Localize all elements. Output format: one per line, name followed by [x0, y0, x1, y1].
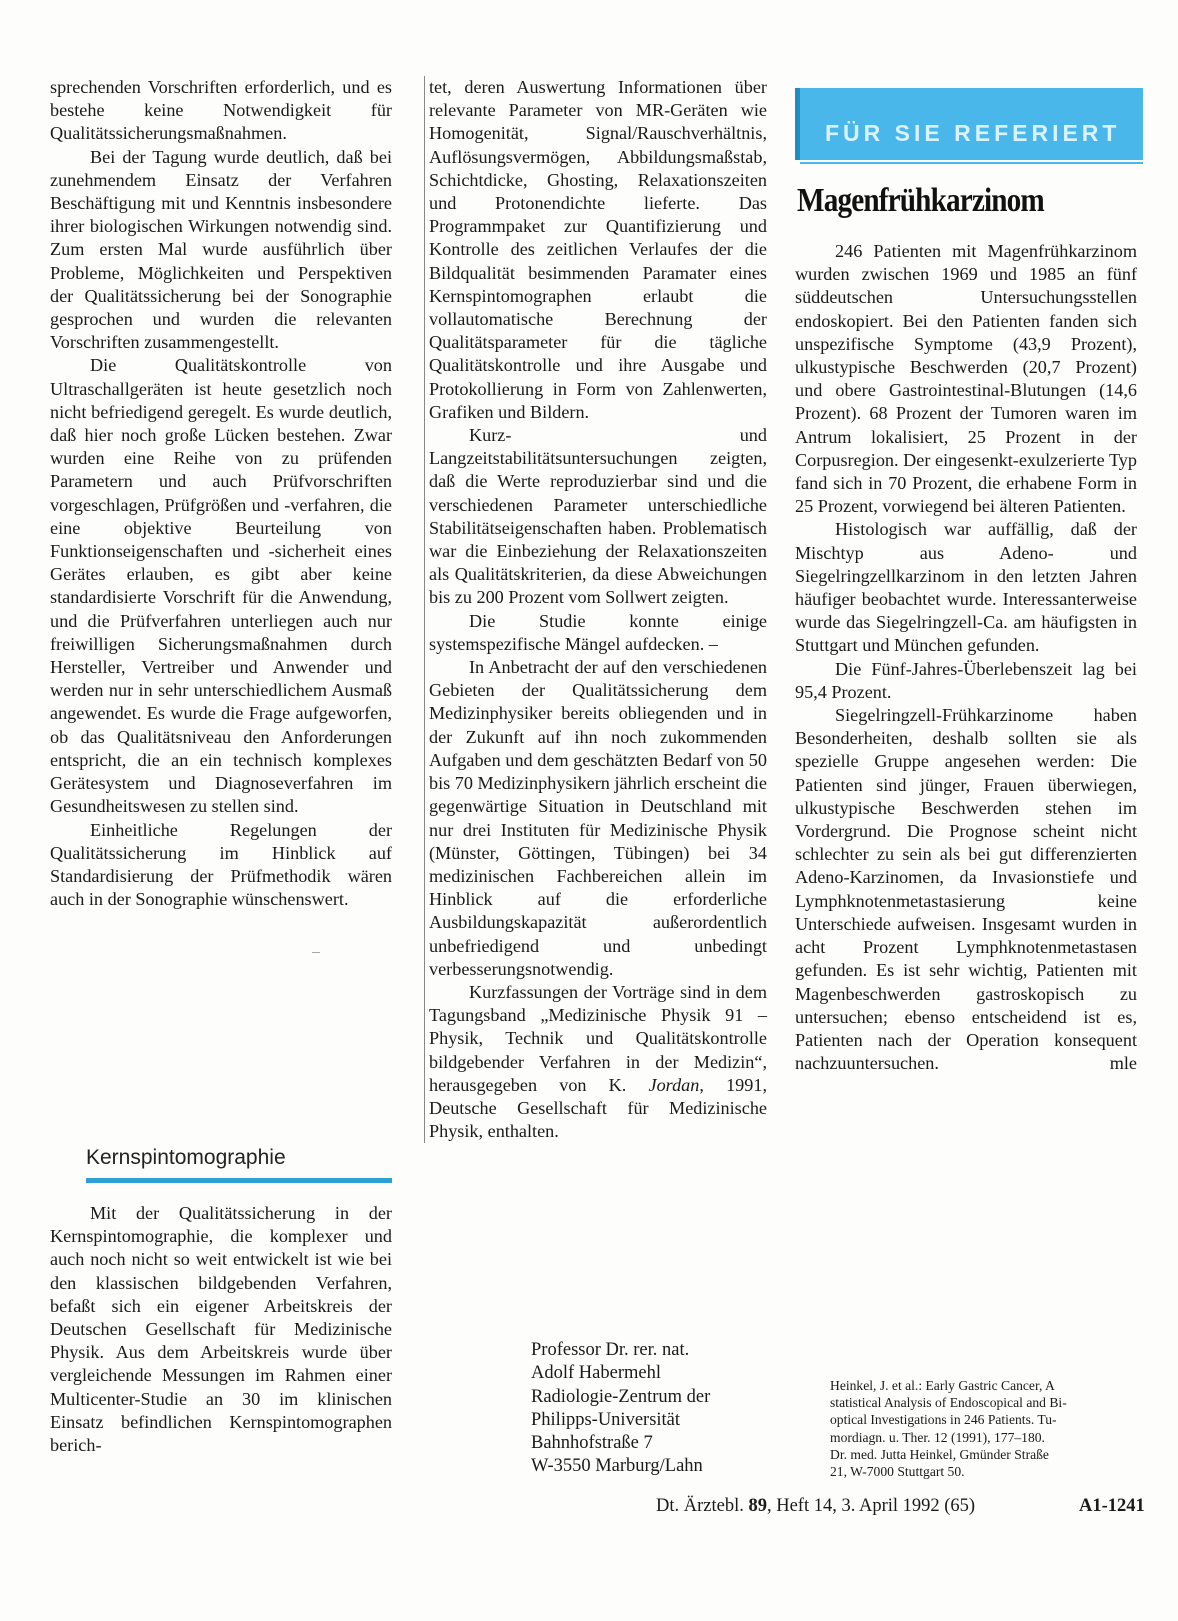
section-heading-rule [86, 1178, 392, 1183]
signature-line: Professor Dr. rer. nat. [531, 1340, 690, 1360]
paragraph: sprechenden Vorschriften erforderlich, und es bestehe keine Notwendigkeit für Qualitätssicherungsmaßnahmen. [50, 77, 392, 144]
column-1-lower [50, 1202, 392, 1457]
text-run: , 1991, Deutsche Gesellschaft für Medizinische Physik, enthalten. [429, 1074, 768, 1142]
page-footer [656, 1496, 975, 1517]
column-3 [795, 240, 1137, 1075]
issue-info: , Heft 14, 3. April 1992 (65) [766, 1496, 976, 1516]
author-signature [531, 1339, 710, 1479]
column-1 [50, 76, 392, 911]
banner-label: FÜR SIE REFERIERT [825, 120, 1121, 146]
reference-block [830, 1377, 1138, 1480]
article-headline: Magenfrühkarzinom [797, 182, 1044, 219]
reference-line: Dr. med. Jutta Heinkel, Gmünder Straße [830, 1446, 1049, 1462]
paragraph: Die Qualitätskontrolle von Ultraschallgeräten ist heute gesetzlich noch nicht befriedigend geregelt. Es wurde deutlich, daß hier noch große Lücken bestehen. Zwar wurden eine Reihe von zu prüfenden Parametern und auch Prüfvorschriften vorgeschlagen, Prüfgrößen und -verfahren, die eine objektive Beurteilung von Funktionseigenschaften und -sicherheit eines Gerätes erlauben, es gibt aber keine standardisierte Vorschrift für die Anwendung, und die Prüfverfahren unterliegen auch nur freiwilligen Sicherungsmaßnahmen durch Hersteller, Vertreiber und Anwender und werden nur in sehr unterschiedlichem Ausmaß angewendet. Es wurde die Frage aufgeworfen, ob das Qualitätsniveau den Anforderungen entspricht, die an ein technisch komplexes Gerätesystem und Diagnoseverfahren im Gesundheitswesen zu stellen sind. [50, 355, 392, 817]
paragraph: In Anbetracht der auf den verschiedenen Gebieten der Qualitätssicherung dem Medizinphysiker bereits obliegenden und in der Zukunft auf ihn noch zukommenden Aufgaben und dem geschätzten Bedarf von 50 bis 70 Medizinphysikern jährlich erscheint die gegenwärtige Situation in Deutschland mit nur drei Instituten für Medizinische Physik (Münster, Göttingen, Tübingen) bei 34 medizinischen Fachbereichen allein im Hinblick auf die erforderliche Ausbildungskapazität außerordentlich unbefriedigend und unbedingt verbesserungsnotwendig. [429, 657, 767, 979]
signature-line: W-3550 Marburg/Lahn [531, 1456, 703, 1477]
paragraph: 246 Patienten mit Magenfrühkarzinom wurden zwischen 1969 und 1985 an fünf süddeutschen Untersuchungsstellen endoskopiert. Bei den Patienten fanden sich unspezifische Symptome (43,9 Prozent), ulkustypische Beschwerden (20,7 Prozent) und obere Gastrointestinal-Blutungen (14,6 Prozent). 68 Prozent der Tumoren waren im Antrum lokalisiert, 25 Prozent in der Corpusregion. Der eingesenkt-exulzerierte Typ fand sich in 70 Prozent, die erhabene Form in 25 Prozent, vorwiegend bei älteren Patienten. [795, 241, 1137, 517]
paragraph: Die Fünf-Jahres-Überlebenszeit lag bei 95,4 Prozent. [795, 658, 1137, 702]
banner-rule [800, 162, 1143, 164]
paragraph: Mit der Qualitätssicherung in der Kernspintomographie, die komplexer und auch noch nicht so weit entwickelt ist wie bei den klassischen bildgebenden Verfahren, befaßt sich ein eigener Arbeitskreis der Deutschen Gesellschaft für Medizinische Physik. Aus dem Arbeitskreis wurde über vergleichende Messungen im Rahmen einer Multicenter-Studie an 30 im klinischen Einsatz befindlichen Kernspintomographen berich- [50, 1203, 392, 1456]
journal-name: Dt. Ärztebl. [656, 1496, 749, 1516]
text-run: Siegelringzell-Frühkarzinome haben Besonderheiten, deshalb sollten sie als spezielle Gruppe angesehen werden: Die Patienten sind jünger, Frauen überwiegen, ulkustypische Beschwerden stehen im Vordergrund. Die Prognose scheint nicht schlechter zu sein als bei gut differenzierten Adeno-Karzinomen, da Invasionstiefe und Lymphknotenmetastasierung keine Unterschiede aufweisen. Insgesamt wurden in acht Prozent Lymphknotenmetastasen gefunden. Es ist sehr wichtig, Patienten mit Magenbeschwerden gastroskopisch zu untersuchen; ebenso entscheidend ist es, Patienten nach der Operation konsequent nachzuuntersuchen. [795, 705, 1137, 1074]
banner-edge [795, 88, 800, 160]
paragraph: Die Studie konnte einige systemspezifische Mängel aufdecken. – [429, 610, 767, 654]
paragraph: Histologisch war auffällig, daß der Mischtyp aus Adeno- und Siegelringzellkarzinom in den letzten Jahren häufiger beobachtet wurde. Interessanterweise wurde das Siegelringzell-Ca. am häufigsten in Stuttgart und München gefunden. [795, 519, 1137, 656]
reference-line: Heinkel, J. et al.: Early Gastric Cancer, A [830, 1378, 1055, 1393]
paragraph [429, 981, 767, 1143]
paragraph: tet, deren Auswertung Informationen über relevante Parameter von MR-Geräten wie Homogenität, Signal/Rauschverhältnis, Auflösungsvermögen, Abbildungsmaßstab, Schichtdicke, Ghosting, Relaxationszeiten und Protonendichte lieferte. Das Programmpaket zur Quantifizierung und Kontrolle des zeitlichen Verlaufes der die Bildqualität besimmenden Paramater eines Kernspintomographen erlaubt die vollautomatische Berechnung der Qualitätsparameter für die tägliche Qualitätskontrolle und ihre Ausgabe und Protokollierung in Form von Zahlenwerten, Grafiken und Bildern. [429, 77, 767, 422]
paragraph: Kurz- und Langzeitstabilitätsuntersuchungen zeigten, daß die Werte reproduzierbar sind und die verschiedenen Parameter unterschiedliche Stabilitätseigenschaften haben. Problematisch war die Einbeziehung der Relaxationszeiten als Qualitätskriterien, da diese Abweichungen bis zu 200 Prozent vom Sollwert zeigten. [429, 425, 767, 608]
reference-line: optical Investigations in 246 Patients. Tu- [830, 1412, 1057, 1428]
paragraph: Bei der Tagung wurde deutlich, daß bei zunehmendem Einsatz der Verfahren Beschäftigung mit und Kenntnis insbesondere ihrer biologischen Wirkungen notwendig sind. Zum ersten Mal wurde ausführlich über Probleme, Möglichkeiten und Perspektiven der Qualitätssicherung bei der Sonographie gesprochen und wurden die relevanten Vorschriften zusammengestellt. [50, 146, 392, 353]
page-number: A1-1241 [1079, 1496, 1145, 1516]
author-initials: mle [1109, 1053, 1137, 1074]
volume-number: 89 [748, 1496, 767, 1516]
text-run: Kurzfassungen der Vorträge sind in dem Tagungsband „Medizinische Physik 91 – Physik, Technik und Qualitätskontrolle bildgebender Verfahren in der Medizin“, herausgegeben von K. [429, 981, 767, 1095]
signature-line: Philipps-Universität [531, 1409, 681, 1430]
paragraph: Einheitliche Regelungen der Qualitätssicherung im Hinblick auf Standardisierung der Prüfmethodik wären auch in der Sonographie wünschenswert. [50, 819, 392, 910]
reference-line: mordiagn. u. Ther. 12 (1991), 177–180. [830, 1429, 1045, 1445]
paragraph [795, 704, 1137, 1075]
stray-mark [312, 952, 320, 953]
column-2 [424, 76, 767, 1143]
signature-line: Adolf Habermehl [531, 1363, 661, 1384]
author-name: Jordan [648, 1074, 700, 1095]
section-heading: Kernspintomographie [86, 1146, 286, 1169]
reference-line: 21, W-7000 Stuttgart 50. [830, 1464, 965, 1480]
signature-line: Radiologie-Zentrum der [531, 1386, 711, 1407]
reference-line: statistical Analysis of Endoscopical and Bi- [830, 1395, 1067, 1411]
signature-line: Bahnhofstraße 7 [531, 1433, 653, 1454]
